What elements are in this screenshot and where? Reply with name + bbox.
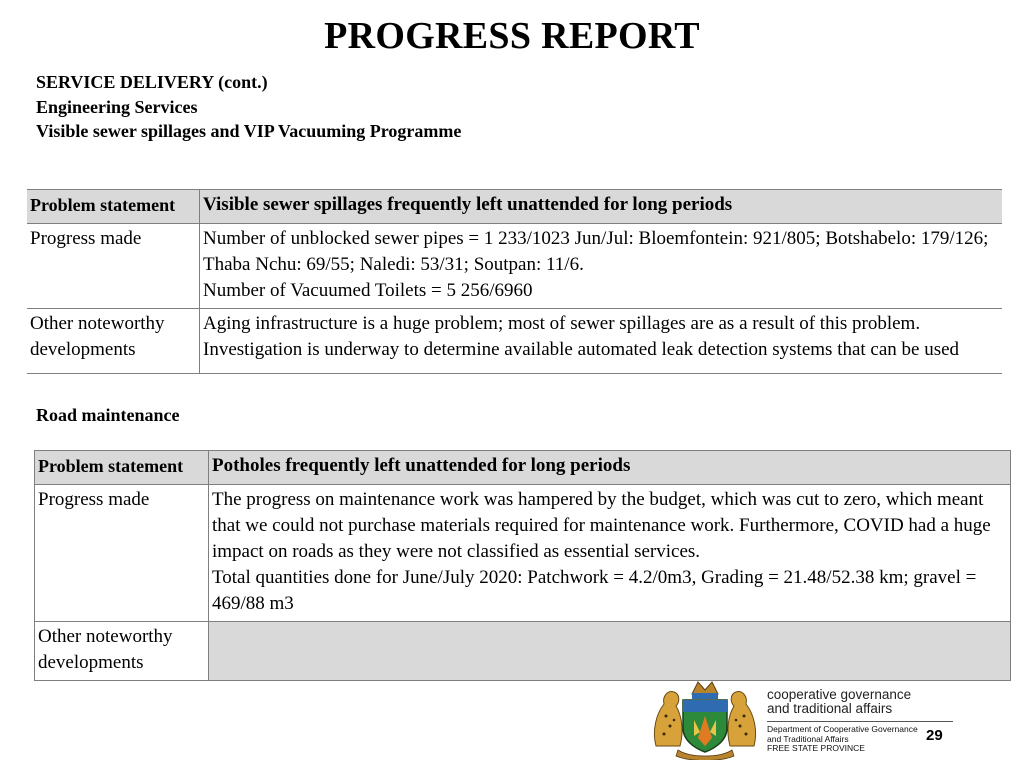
row-label-cell (35, 622, 209, 681)
table-header-row (27, 190, 1002, 224)
row-label-text: Other noteworthy developments (38, 626, 173, 673)
subheading-sewer-programme: Visible sewer spillages and VIP Vacuuming Programme (36, 121, 462, 141)
header-label-cell: Problem statement (35, 451, 209, 485)
row-line: Number of unblocked sewer pipes = 1 233/1023 Jun/Jul: Bloemfontein: 921/805; Botshabelo: 179/126; Thaba Nchu: 69/55; Naledi: 53/31; Soutpan: 11/6. (203, 228, 989, 275)
road-report-table (34, 450, 1011, 681)
subheading-service-delivery: SERVICE DELIVERY (cont.) (36, 72, 268, 92)
table-row (35, 485, 1011, 622)
table-header-row (35, 451, 1011, 485)
row-line: Aging infrastructure is a huge problem; most of sewer spillages are as a result of this problem. (203, 313, 921, 334)
table-row (27, 224, 1002, 309)
row-label-text: Other noteworthy developments (30, 313, 165, 360)
row-value-cell (200, 309, 1003, 374)
row-label-cell: Progress made (27, 224, 200, 309)
row-value-cell-empty (209, 622, 1011, 681)
row-line: Number of Vacuumed Toilets = 5 256/6960 (203, 280, 533, 301)
coat-of-arms-icon (650, 676, 760, 760)
page-title: PROGRESS REPORT (324, 15, 700, 57)
header-value-cell: Potholes frequently left unattended for long periods (209, 451, 1011, 485)
dept-line-3: FREE STATE PROVINCE (767, 743, 865, 753)
logo-divider (767, 721, 953, 722)
footer-logo (650, 676, 950, 760)
dept-line-1: Department of Cooperative Governance (767, 724, 918, 734)
subheading-engineering: Engineering Services (36, 96, 198, 117)
logo-line-2: and traditional affairs (767, 701, 893, 716)
row-line: The progress on maintenance work was hampered by the budget, which was cut to zero, which meant that we could not purchase materials required for maintenance work. Furthermore, COVID had a huge impact on roads as they were not classified as essential services. (212, 489, 991, 562)
row-value-cell (200, 224, 1003, 309)
row-label-cell: Progress made (35, 485, 209, 622)
row-label-cell (27, 309, 200, 374)
row-line: Investigation is underway to determine available automated leak detection systems that can be used (203, 339, 960, 360)
road-maintenance-heading: Road maintenance (36, 405, 180, 425)
section-subheadings (36, 70, 461, 144)
sewer-report-table (27, 189, 1002, 374)
table-row (35, 622, 1011, 681)
logo-line-1: cooperative governance (767, 687, 912, 702)
row-value-cell (209, 485, 1011, 622)
header-value-cell: Visible sewer spillages frequently left unattended for long periods (200, 190, 1003, 224)
row-line: Total quantities done for June/July 2020: Patchwork = 4.2/0m3, Grading = 21.48/52.38 km; gravel = 469/88 m3 (212, 567, 977, 614)
table-row (27, 309, 1002, 374)
header-label-cell: Problem statement (27, 190, 200, 224)
page-number: 29 (926, 727, 943, 744)
dept-line-2: and Traditional Affairs (767, 733, 849, 744)
